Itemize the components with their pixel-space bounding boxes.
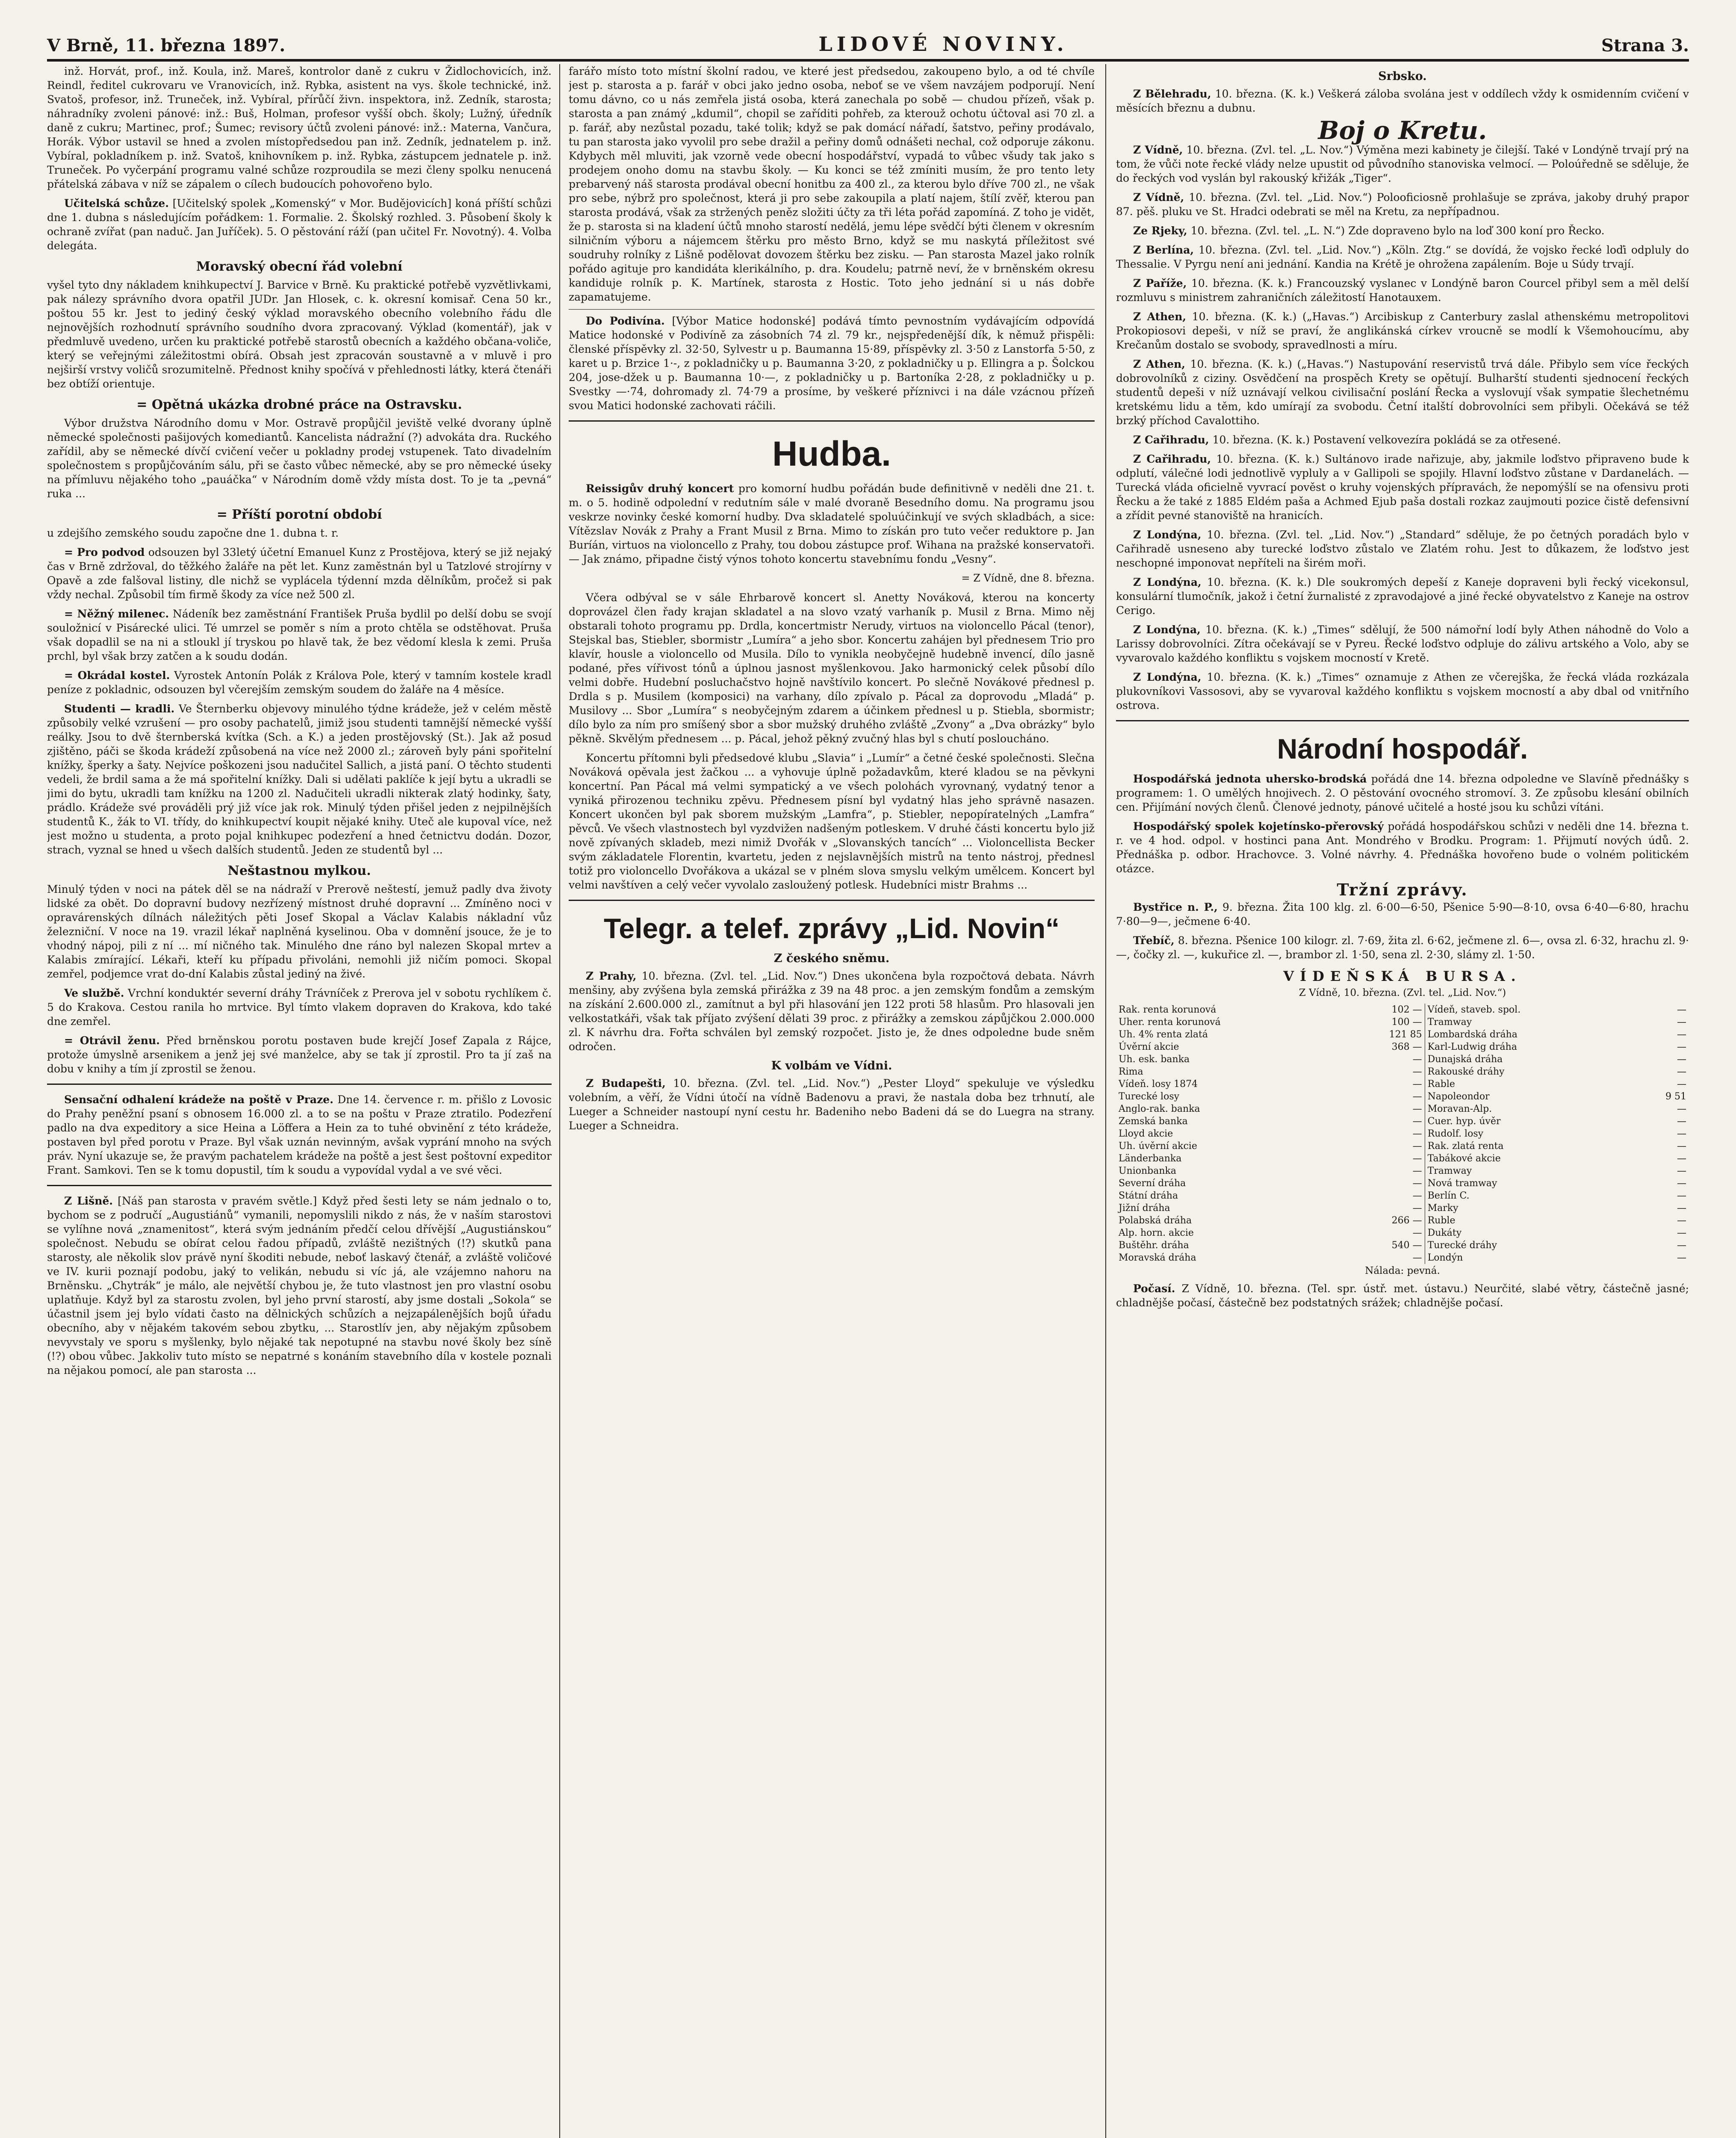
article-lead: Třebíč, [1133,934,1175,947]
article-lead: Bystřice n. P., [1133,901,1218,913]
article-paragraph [47,668,552,697]
article-paragraph [1116,670,1689,712]
article-paragraph [569,481,1095,566]
stock-name: Marky [1425,1202,1633,1214]
stock-value: — [1677,1215,1686,1226]
section-divider [569,309,1095,310]
article-text: 10. března. (Zvl. tel. „Lid. Nov.“) „Pester Lloyd“ spekuluje ve výsledku volebním, a věří, že Vídni útočí na vídně Badenovu a pravi, že nastala doba bez trhnutí, ale Lueger a Schneider nastoupí nyní cestu hr. Badeniho nebo Badeni dá se do Luegra na strany. Lueger a Schneidra. [569,1077,1095,1132]
stock-name: Vídeň. losy 1874 [1119,1079,1198,1090]
article-paragraph [569,64,1095,304]
bursa-subtitle: Z Vídně, 10. března. (Zvl. tel. „Lid. Nov.“) [1299,987,1506,998]
stock-value: — [1412,1128,1422,1139]
article-text: odsouzen byl 33letý účetní Emanuel Kunz z Prostějova, který se již nejaký čas v Brně zdržoval, do těžkého žaláře na pět let. Kunz zaměstnán byl u Tatzlové strojírny v Opavě a zde falšoval listiny, dle nichž se vyplácela týdenní mzda dělníkům, pročež si pak vždy nechal. Způsobil tím firmě škody za více než 500 zl. [47,546,552,601]
article-paragraph [1116,528,1689,570]
article-text: Z Vídně, 10. března. (Tel. spr. ústř. met. ústavu.) Neurčité, slabé větry, částečně jasné; chladnějše počasí, částečně bez podstatných srážek; chladnějše počasí. [1116,1282,1689,1309]
article-paragraph [47,607,552,663]
article-lead: = Okrádal kostel. [64,669,170,682]
article-paragraph [1116,1282,1689,1310]
stock-row [1116,1190,1689,1202]
stock-row [1116,1115,1689,1128]
article-paragraph [1116,575,1689,617]
article-paragraph [1116,190,1689,219]
page-number: Strana 3. [1601,35,1689,56]
stock-name: Ruble [1425,1214,1633,1227]
article-paragraph [47,416,552,501]
section-subheading: Srbsko. [1378,70,1427,83]
stock-name: Unionbanka [1119,1166,1176,1176]
article-lead: Z Athen, [1133,358,1186,370]
stock-name: Moravan-Alp. [1425,1103,1633,1115]
article-text: Vyrostek Antonín Polák z Králova Pole, který v tamním kostele kradl peníze z pokladnic, odsouzen byl včerejším zemským soudem do žaláře na 4 měsíce. [47,669,552,696]
stock-value: — [1677,1054,1686,1065]
article-paragraph [1116,224,1689,238]
stock-table [1116,1004,1689,1264]
stock-row [1116,1066,1689,1078]
article-text: 10. března. (K. k.) Sultánovo irade nařizuje, aby, jakmile loďstvo připraveno bude k odplutí, válečné lodi jednotlivě vypluly a v Gallipoli se spojily. Hlavní loďstvo zůstane v Dardanelách. — Turecká vláda oficielně vyvrací pověst o kruhy vojenských přípravách, že nepomýšlí se na ofensivu proti Řecku a že také z 1885 Eldém paša a Achmed Ejub paša dostali rozkaz zaujmouti pozice čistě defensivní a zřídit pevné stanoviště na hranicích. [1116,453,1689,522]
stock-row [1116,1252,1689,1264]
article-paragraph [47,1194,552,1377]
article-text: farářo místo toto místní školní radou, ve které jest předsedou, zakoupeno bylo, a od té chvíle jest p. starosta a p. farář v obci jako jedno osoba, neboť se ve všem navzájem podporují. Není tomu dávno, co u nás zemřela jistá osoba, která zanechala po sobě — chudou přízeň, však p. starosta a pan známý „kdumil“, chopil se zaříditi pohřeb, za kterouž ochotu účtoval asi 70 zl. a p. farář, aby nezůstal pozadu, také tolik; když se pak domácí nářadí, šatstvo, peřiny prodávalo, tu pan starosta jako vyvolil pro sebe dražil a peřiny domů odnášeti nechal, což odporuje zákonu. Kdybych měl mluviti, jak vzorně vede obecní hospodářství, vypadá to vůbec všudy tak jako s prodejem onoho domu na stavbu školy. — Ku konci se též zmíniti musím, že pro tento lety prebarvený náš starosta prodával obecní honitbu za 400 zl., za kterou bylo dříve 700 zl., ne však pro sebe, nýbrž pro společnost, která ji pro sebe zakoupila a platí najem, štílí zvěř, kterou pan starosta prodává, však za stržených peněz složiti účty za tři léta pořád zapomíná. Z toho je vidět, že p. starosta si na kladení účtů mnoho starostí nedělá, jemu lépe svědčí býti členem v okresním silničním výboru a nájemcem štěrku pro město Brno, když se mu naskytá příležitost své soudruhy rolníky z Lišně podělovat dovozem štěrku bez zisku. — Pan starosta Mazel jako rolník pořádo agituje pro kandidáta klerikálního, p. dra. Koudelu; patrně neví, že v brněnském okresu kandiduje rolník p. K. Martínek, starosta z Hostic. Toto jeho jednání si u nás dobře zapamatujeme. [569,65,1095,303]
stock-value: — [1412,1141,1422,1152]
article-lead: Sensační odhalení krádeže na poště v Praze. [64,1093,334,1106]
stock-value: — [1677,1042,1686,1052]
article-lead: Hospodářský spolek kojetínsko-přerovský [1133,820,1384,833]
stock-value: — [1677,1141,1686,1152]
stock-row [1116,1078,1689,1090]
article-paragraph [1116,276,1689,304]
stock-name: Länderbanka [1119,1153,1182,1164]
stock-value: — [1677,1203,1686,1214]
stock-name: Rakouské dráhy [1425,1066,1633,1078]
article-text: vyšel tyto dny nákladem knihkupectví J. Barvice v Brně. Ku praktické potřebě vyzvětlivkami, pak nálezy správního dvora opatřil JUDr. Jan Hlosek, c. k. okresní komisař. Cena 50 kr., poštou 55 kr. Jest to jediný český výklad moravského obecního volebního řádu dle nejnovějších rozhodnutí správního soudního dvora zpracovaný. Výklad (komentář), jak v předmluvě uvedeno, určen ku praktické potřebě starostů obecních a každého občana-voliče, který se veřejnými záležitostmi obírá. Obsah jest zpracován soustavně a v mluvě i pro nejširší vrstvy voličů srozumitelně. Přednost knihy spočívá v přehlednosti látky, která čtenáři bez obtíží orientuje. [47,279,552,390]
stock-value: — [1412,1054,1422,1065]
stock-row [1116,1214,1689,1227]
stock-value: — [1677,1066,1686,1077]
stock-name: Státní dráha [1119,1190,1178,1201]
article-lead: Z Cařihradu, [1133,453,1211,465]
stock-value: 368 — [1391,1042,1422,1052]
stock-row [1116,1152,1689,1165]
article-heading: Neštastnou mylkou. [227,863,371,878]
stock-name: Turecké losy [1119,1091,1180,1102]
stock-value: — [1677,1178,1686,1189]
article-paragraph [1116,87,1689,115]
stock-row [1116,1202,1689,1214]
stock-name: Berlín C. [1425,1190,1633,1202]
stock-value: 100 — [1391,1017,1422,1028]
stock-value: — [1677,1104,1686,1114]
article-lead: Z Cařihradu, [1133,434,1209,446]
article-lead: Studenti — kradli. [64,703,175,715]
article-paragraph [47,196,552,253]
article-lead: Z Vídně, [1133,144,1183,156]
article-text: pořádá dne 14. března odpoledne ve Slavíně přednášky s programem: 1. O umělých hnojivech. 2. O pěstování ovocného stromoví. 3. Ze způsobu klesání obilních cen. Přijímání nových členů. Členové jednoty, pánové učitelé a hosté jsou ku schůzi vítáni. [1116,773,1689,813]
stock-row [1116,1053,1689,1066]
article-text: Nádeník bez zaměstnání František Pruša bydlil po delší dobu se svojí souložnicí v Pisárecké ulici. Té umrzel se poměr s ním a proto chtěla se odstěhovat. Pruša však dopadlil se na ni a stloukl jí tryskou po hlavě tak, že bez vědomí klesla k zemi. Pruša prchl, byl však brzy zatčen a k soudu dodán. [47,608,552,662]
stock-value: — [1677,1029,1686,1040]
bursa-title: VÍDEŇSKÁ BURSA. [1283,968,1522,984]
stock-value: — [1677,1116,1686,1127]
article-text: 10. března. (K. k.) Francouzský vyslanec v Londýně baron Courcel přibyl sem a měl delší rozmluvu s ministrem zahraničních záležitostí Hanotauxem. [1116,277,1689,304]
article-paragraph [47,526,552,540]
stock-value: — [1677,1128,1686,1139]
article-paragraph [1116,243,1689,271]
column-rule [1105,64,1106,2138]
article-text: 10. března. (K. k.) („Havas.“) Arcibiskup z Canterbury zaslal athenskému metropolitovi Prokopiosovi depeši, v níž se praví, že anglikánská církev vroucně se modlí k Všemohoucímu, aby Krečanům dostalo se svobody, spravedlnosti a míru. [1116,310,1689,351]
article-text: Dne 14. července r. m. přišlo z Lovosic do Prahy peněžní psaní s obnosem 16.000 zl. a to se na poštu v Praze ztratilo. Podezření padlo na dva expeditory a sice Heina a Löffera a Hein za to tuhé obvinění z této krádeže, postaven byl před porotu v Praze. Byl však uznán nevinným, avšak vyprání mnoho na svých práv. Nyní ukazuje se, že pravým pachatelem krádeže na poště a jest šest poštovní expeditor Frant. Samkovi. Ten se k tomu dopustil, tím k soudu a vypovídal vydal a ve své věci. [47,1093,552,1176]
stock-name: Polabská dráha [1119,1215,1192,1226]
article-paragraph [47,278,552,391]
article-paragraph [1116,819,1689,876]
article-text: 10. března. (K. k.) „Times“ sdělují, že 500 námořní lodí byly Athen náhodně do Volo a Larissy dobrovolníci. Zítra očekávají se v Pyreu. Řecké loďstvo odpluje do zálivu artského a Volo, aby se vyvarovalo každého konfliktu s vojskem mocností v Kretě. [1116,623,1689,664]
article-paragraph [47,986,552,1028]
section-title: Boj o Kretu. [1318,116,1487,145]
article-text: pro komorní hudbu pořádán bude definitivně v neděli dne 21. t. m. o 5. hodině odpolední v redutním sále v malé dvoraně Besedního domu. Na programu jsou veskrze novinky české komorní hudby. Dva skladatelé spoluúčinkují ve svých skladbách, a sice: Vítězslav Novák z Prahy a Frant Musil z Brna. Mimo to získán pro tuto večer reduktore p. Jan Buríán, virtuos na violoncello z Prahy, tou dobou zástupce prof. Wihana na pražské konservatoři. — Jak známo, připadne čistý výnos tohoto koncertu stavebnímu fondu „Vesny“. [569,482,1095,565]
stock-value: — [1677,1190,1686,1201]
stock-name: Jižní dráha [1119,1203,1170,1214]
stock-name: Buštěhr. dráha [1119,1240,1189,1251]
article-paragraph [1116,310,1689,352]
article-lead: Ve službě. [64,987,124,999]
article-paragraph [569,591,1095,746]
stock-name: Napoleondor [1425,1090,1633,1103]
article-lead: Z Paříže, [1133,277,1187,289]
stock-row [1116,1128,1689,1140]
article-text: Vrchní konduktér severní dráhy Trávníček z Prerova jel v sobotu rychlíkem č. 5 do Krakova. Cestou ranila ho mrtvice. Byl tímto vlakem dopraven do Krakova, kdo také dne zemřel. [47,987,552,1028]
article-lead: Z Berlína, [1133,244,1194,256]
article-lead: Hospodářská jednota uhersko-brodská [1133,773,1367,785]
stock-name: Rable [1425,1078,1633,1090]
stock-value: — [1677,1228,1686,1238]
article-text: [Výbor Matice hodonské] podává tímto pevnostním vydávajícím odpovídá Matice hodonské v Podivíně za zásobních 74 zl. 79 kr., nejspředenější dík, k němuž přispěli: členské příspěvky zl. 32·50, Sylvestr u p. Baumanna 15·89, příspěvky zl. 3·50 z Lanstorfa 5·50, z karet u p. Brzice 1·-, z pokladničky u p. Baumanna 3·20, z pokladničky u p. Ellingra a p. Šolckou 204, jose-džek u p. Baumanna 10·—, z pokladničky u p. Bartoníka 2·28, z pokladničky u p. Svestky —·74, dohromady zl. 74·79 a prosíme, by veškeré příznivci i na dále vzácnou přízeň svou Matici hodonské zachovati ráčili. [569,315,1095,412]
stock-value: — [1677,1240,1686,1251]
stock-row [1116,1177,1689,1190]
dateline: = Z Vídně, dne 8. března. [961,572,1095,584]
article-paragraph [569,1076,1095,1133]
section-title: Hudba. [772,434,891,473]
article-text: [Učitelský spolek „Komenský“ v Mor. Budějovicích] koná příští schůzi dne 1. dubna s následujícím pořádkem: 1. Formalie. 2. Školský rozhled. 3. Působení školy k ochraně zvířat (pan naduč. Jan Juříček). 5. O pěstování ráží (pan učitel Fr. Novotný). 4. Volba delegáta. [47,197,552,252]
article-paragraph [569,969,1095,1054]
article-paragraph [1116,143,1689,185]
section-divider [569,900,1095,901]
article-lead: Učitelská schůze. [64,197,169,210]
stock-value: — [1677,1004,1686,1015]
column-2 [569,64,1095,2138]
article-text: 10. března. (Zvl. tel. „Lid. Nov.“) Dnes ukončena byla rozpočtová debata. Návrh menšiny, aby zvýšena byla zemská přirážka z 39 na 48 proc. a jen zemským fondům a zemským na získání 2.600.000 zl., zamítnut a byl při hlasování jen 122 proti 58 hlasům. Pro hlasovali jen velkostatkáři, však tak příjato zvýšení dělati 39 proc. z přirážky a zemskou zápůjčkou 2.000.000 zl. K návrhu dra. Fořta schválen byl zemský rozpočet. Jisto je, že dnes odpoledne bude sněm odročen. [569,970,1095,1053]
article-lead: Z Londýna, [1133,576,1202,588]
article-lead: = Pro podvod [64,546,145,558]
stock-name: Rima [1119,1066,1143,1077]
stock-value: 9 51 [1665,1091,1686,1102]
stock-name: Cuer. hyp. úvěr [1425,1115,1633,1128]
article-text: Ve Šternberku objevovy minulého týdne krádeže, jež v celém městě způsobily velké vzrušení — pro osoby pachatelů, jimiž jsou studenti tamnější německé vyšší reálky. Jsou to dvě šternberská kvítka (Sch. a K.) a jeden prostějovský (St.). Jak až posud zjištěno, páči se škoda krádeží způsobená na více než 2000 zl.; zároveň byly páni spořitelní knížky, šperky a šaty. Nejvíce poškozeni jsou nadučitel Sallich, a jistá paní. O těchto studenti vedeli, že brdil sama a že má spořitelní knížky. Dali si udělati paklíče k její bytu a ukradli se jimi do bytu, ukradli tam knížku na 1200 zl. Nadučiteli ukradli nikterak zlatý hodinky, šaty, prádlo. Krádeže své prováděli prý již více jak rok. Minulý týden přišel jeden z nejpilnějších studentů K., žák to VI. třídy, do knihkupectví koupit nějaké knihy. Uteč ale kupoval více, než jest možno u studenta, a proto pojal knihkupec podezření a hned četnictvu dodán. Dozor, strach, vyznal se hned u všech dalších studentů. Jeden ze studentů byl ... [47,703,552,856]
stock-value: — [1412,1203,1422,1214]
article-text: Včera odbýval se v sále Ehrbarově koncert sl. Anetty Nováková, kterou na koncerty doprovázel člen řady krajan skladatel a na slovo vzatý varhaník p. Musil z Brna. Mimo něj obstarali tohoto programu pp. Drdla, koncertmistr Nerudy, virtuos na violoncello Pácal (tenor), Stejskal bas, Stiebler, sbormistr „Lumíra“ a jeho sbor. Koncertu zahájen byl přednesem Trio pro klavír, housle a violoncello od Musila. Dílo to vynikla neobyčejně hudebně invencí, dílo jasně podané, přes vířivost tónů a úplnou jasnost myšlenkovou. Jako harmonický celek působí dílo velmi dobře. Hudební posluchačstvo hojně navštívilo koncert. Po slečně Novákové přednesl p. Drdla s p. Musilem (komposici) na varhany, dílo zpívalo p. Pácal za doprovodu „Mladá“ p. Musilovy ... Sbor „Lumíra“ s neobyčejným zdarem a účinkem přednesl u p. Stiebla, sbormistr; dílo bylo za ním pro smíšený sbor a sbor mužský druhého zvláště „Zvony“ a „Dva obrázky“ bylo pěkně. Skvělým přednesem ... p. Pácal, jehož pěkný zvučný hlas byl s chutí posloucháno. [569,591,1095,745]
article-text: Koncertu přítomni byli předsedové klubu „Slavia“ i „Lumír“ a četné české společnosti. Slečna Nováková opěvala jest žačkou ... a vyhovuje úplně požadavkům, které kladou se na pěvkyni koncertní. Pan Pácal má velmi sympatický a ve všech polohách vyrovnaný, vydatný tenor a vyniká přirozenou techniku zpěvu. Přednesem písní byl vydatný hlas jeho správně nasazen. Koncert ukončen byl pak sborem mužským „Lamfra“, p. Stiebler, nepopíratelných „Lamfra“ pěvců. Ve všech vlastnostech byl vyzdvižen nadšeným potleskem. V druhé části koncertu bylo již nově zpívaných skladeb, mezi nimiž Dvořák v „Slovanských tancích“ ... Violoncellista Becker svým základatele Florentin, kvartetu, jeden z nejslavnějších mistrů na tento nástroj, přednesl totiž pro violoncello Dvořákova a ukázal se v plném slova smyslu velkým umělcem. Koncert byl velmi navštíven a celý večer vyvolalo zasloužený potlesk. Hudebníci mistr Brahms ... [569,752,1095,891]
newspaper-title: LIDOVÉ NOVINY. [818,32,1068,56]
article-lead: Z Londýna, [1133,529,1202,541]
article-text: 10. března. (Zvl. tel. „L. N.“) Zde dopraveno bylo na loď 300 koní pro Řecko. [1190,224,1605,237]
stock-value: — [1412,1190,1422,1201]
stock-name: Rak. renta korunová [1119,1004,1216,1015]
stock-value: — [1412,1091,1422,1102]
stock-value: — [1412,1178,1422,1189]
article-lead: Z Londýna, [1133,671,1202,683]
stock-name: Nová tramway [1425,1177,1633,1190]
stock-name: Lloyd akcie [1119,1128,1173,1139]
section-title: Národní hospodář. [1277,733,1528,765]
article-paragraph [47,702,552,857]
article-heading: = Opětná ukázka drobné práce na Ostravsku. [136,397,462,412]
stock-row [1116,1028,1689,1041]
article-text: 10. března. (K. k.) Veškerá záloba svolána jest v oddílech vždy k osmidenním cvičení v měsících březnu a dubnu. [1116,88,1689,114]
article-paragraph [569,314,1095,413]
article-paragraph [1116,357,1689,428]
article-paragraph [1116,900,1689,928]
stock-name: Uh. úvěrní akcie [1119,1141,1197,1152]
article-text: u zdejšího zemského soudu započne dne 1. dubna t. r. [47,527,339,539]
article-lead: = Něžný milenec. [64,608,169,620]
stock-value: — [1412,1066,1422,1077]
stock-name: Tramway [1425,1165,1633,1177]
stock-name: Zemská banka [1119,1116,1188,1127]
stock-value: — [1412,1104,1422,1114]
stock-name: Alp. horn. akcie [1119,1228,1194,1238]
article-text: 8. března. Pšenice 100 kilogr. zl. 7·69, žita zl. 6·62, ječmene zl. 6—, ovsa zl. 6·32, hrachu zl. 9·—, čočky zl. —, kukuřice zl. —, brambor zl. 1·50, sena zl. 2·30, slámy zl. 1·50. [1116,934,1689,961]
stock-name: Turecké dráhy [1425,1239,1633,1252]
article-paragraph [47,545,552,602]
stock-name: Dunajská dráha [1425,1053,1633,1066]
article-lead: Z Bělehradu, [1133,88,1211,100]
column-3 [1116,64,1689,2138]
article-paragraph [1116,452,1689,523]
stock-name: Lombardská dráha [1425,1028,1633,1041]
article-text: 9. března. Žita 100 klg. zl. 6·00—6·50, Pšenice 5·90—8·10, ovsa 6·40—6·80, hrachu 7·80—9—, ječmene 6·40. [1116,901,1689,927]
article-lead: Počasí. [1133,1282,1175,1295]
article-paragraph [47,1093,552,1177]
article-lead: Do Podivína. [586,315,665,327]
stock-value: — [1412,1153,1422,1164]
stock-name: Uher. renta korunová [1119,1017,1221,1028]
stock-row [1116,1103,1689,1115]
stock-value: — [1412,1166,1422,1176]
section-divider [47,1185,552,1186]
article-lead: Z Budapešti, [586,1077,666,1090]
stock-name: Moravská dráha [1119,1252,1196,1263]
article-lead: Z Athen, [1133,310,1187,323]
market-heading: Tržní zprávy. [1337,880,1468,899]
article-paragraph [569,751,1095,892]
column-rule [559,64,560,2138]
stock-value: 121 85 [1389,1029,1422,1040]
stock-name: Severní dráha [1119,1178,1186,1189]
stock-name: Úvěrní akcie [1119,1042,1179,1052]
article-text: Minulý týden v noci na pátek děl se na nádraží v Prerově neštestí, jemuž padly dva životy lidské za obět. Do dopravní budovy nezřízený místnost druhé dopravní ... Zmíněno noci v opravárenských dílnách náležitých pěti Josef Skopal a Václav Kalabis nákladní vůz železniční. V noce na 19. vrazil lékař naplněná kyselinou. Oba v domnění jsouce, že je to vhodný nápoj, pili z ní ... mí ničného tak. Minulého dne ráno byl nalezen Skopal mrtev a Kalabis zmírající. Lékaři, kteří ku případu přivoláni, nemohli již ničím pomoci. Skopal zemřel, podjemce vrat do-dní Kalabis zůstal jediný na živé. [47,883,552,980]
stock-row [1116,1090,1689,1103]
stock-value: — [1412,1116,1422,1127]
page-header [47,17,1689,62]
section-divider [569,420,1095,422]
article-lead: Z Londýna, [1133,623,1201,636]
section-divider [1116,720,1689,721]
column-1 [47,64,552,2138]
article-lead: Ze Rjeky, [1133,224,1187,237]
article-text: 10. března. (K. k.) Dle soukromých depeší z Kaneje dopraveni byli řecký vicekonsul, konsulární tlumočník, jakož i četní žurnalisté z zpravodajové a jiné řecké obyvatelstvo z Kaneje na ostrov Cerigo. [1116,576,1689,617]
stock-value: 540 — [1391,1240,1422,1251]
stock-name: Tramway [1425,1016,1633,1028]
stock-row [1116,1016,1689,1028]
stock-name: Anglo-rak. banka [1119,1104,1200,1114]
section-subheading: Z českého sněmu. [774,952,890,965]
stock-row [1116,1165,1689,1177]
article-paragraph [1116,623,1689,665]
stock-row [1116,1227,1689,1239]
article-lead: Reissigův druhý koncert [586,482,734,495]
article-text: 10. března. (K. k.) „Times“ oznamuje z Athen ze včerejška, že řecká vláda rozkázala plukovníkovi Vassosovi, aby se vyvaroval každého konfliktu s vojskem mocností a aby dbal od vnitřního ostrova. [1116,671,1689,712]
article-paragraph [47,882,552,981]
stock-value: — [1677,1166,1686,1176]
stock-row [1116,1004,1689,1016]
stock-name: Uh. esk. banka [1119,1054,1190,1065]
article-heading: = Příští porotní období [216,507,382,522]
article-text: 10. března. (Zvl. tel. „L. Nov.“) Výměna mezi kabinety je čilejší. Také v Londýně trvají prý na tom, že vůči note řecké vlády nelze upustit od původního stanoviska velmocí. — Poloúředně se sděluje, že do řeckých vod vyslán byl rakouský křižák „Tiger“. [1116,144,1689,184]
stock-value: — [1677,1017,1686,1028]
article-text: 10. března. (Zvl. tel. „Lid. Nov.“) „Köln. Ztg.“ se dovídá, že vojsko řecké loďi odpluly do Thessalie. V Pyrgu není ani jednání. Kandia na Krétě je ohrožena zapálením. Boje u Súdy trvají. [1116,244,1689,270]
stock-value: 102 — [1391,1004,1422,1015]
section-divider [47,1084,552,1085]
stock-row [1116,1041,1689,1053]
article-paragraph [1116,933,1689,962]
article-text: inž. Horvát, prof., inž. Koula, inž. Mareš, kontrolor daně z cukru v Židlochovicích, inž. Reindl, ředitel cukrovaru ve Vranovicích, inž. Rybka, asistent na vys. škole technické, inž. Svatoš, profesor, inž. Truneček, inž. Vybíral, přírůčí živn. inspektora, inž. Zedník, starosta; náhradníky zvoleni pánové: inž.: Buš, Holman, profesor vyšší obch. školy; Lužný, úředník daně z cukru; Martinec, prof.; Šumec; revisory účtů zvoleni pánové: inž.: Materna, Vančura, Horák. Výbor ustavil se hned a zvolen místopředsedou pan inž. Zedník, jednatelem p. inž. Vybíral, pokladníkem p. inž. Svatoš, knihovníkem p. inž. Rybka, zástupcem jednatele p. inž. Truneček. Po vyčerpání programu valné schůze rozproudila se mezi členy spolku nenucená přátelská zábava v níž se zápalem o cílech budoucích pohovořeno bylo. [47,65,552,190]
stock-name: Karl-Ludwig dráha [1425,1041,1633,1053]
stock-row [1116,1140,1689,1152]
stock-value: — [1412,1228,1422,1238]
article-text: pořádá hospodářskou schůzi v neděli dne 14. března t. r. ve 4 hod. odpol. v hostinci pana Ant. Mondrého v Brodku. Program: 1. Přijmutí nových údů. 2. Přednáška p. odbor. Hrachovce. 3. Volné návrhy. 4. Přednáška hovořeno bude o volném politickém otázce. [1116,820,1689,875]
article-paragraph [47,64,552,191]
article-paragraph [1116,772,1689,814]
article-text: 10. března. (K. k.) („Havas.“) Nastupování reservistů trvá dále. Přibylo sem více řeckých dobrovolníků z ciziny. Osvědčení na prospěch Krety se opětují. Bulharští studenti sjednocení řeckých studentů depeši v níž uznávají velkou civilisační poslání Řecka a vyslovují však sympatie šlechetnému kretskému lidu a těm, kdo umírají za svobodu. Četní italští dobrovolníci sem přibyli. Očekává se též brzký příchod Cavalottiho. [1116,358,1689,427]
article-paragraph [1116,433,1689,447]
stock-value: 266 — [1391,1215,1422,1226]
article-lead: Z Prahy, [586,970,637,982]
stock-value: — [1677,1079,1686,1090]
article-text: 10. března. (Zvl. tel. „Lid. Nov.“) Polooficiosně prohlašuje se zpráva, jakoby druhý prapor 87. pěš. pluku ve St. Hradci odebrati se měl na Kretu, za nepřípadnou. [1116,191,1689,218]
article-heading: Moravský obecní řád volební [196,259,403,274]
article-text: 10. března. (Zvl. tel. „Lid. Nov.“) „Standard“ sděluje, že po četných poradách bylo v Cařihradě usneseno aby turecké loďstvo zůstalo ve Zlatém rohu. Jest to důkazem, že loďstvo jest neschopné imponovat nepříteli na širém moři. [1116,529,1689,569]
stock-value: — [1412,1079,1422,1090]
article-text: Výbor družstva Národního domu v Mor. Ostravě propůjčil jeviště velké dvorany úplně německé společnosti pašijových komediantů. Kancelista nádražní (?) advokáta dra. Ruckého zařídil, aby se německé dívčí cvičení večer u pokladny prodej vstupenek. Tato divadelním společnostem s propůjčováním sálu, při se často vůbec německé, aby se pro německé úseky na přímluvu nějakého toho „pauáčka“ v Národním domě vždy místa dost. To je ta „pevná“ ruka ... [47,417,552,500]
stock-value: — [1677,1153,1686,1164]
article-lead: Z Lišně. [64,1195,113,1207]
stock-row [1116,1239,1689,1252]
article-lead: = Otrávil ženu. [64,1034,160,1047]
article-lead: Z Vídně, [1133,191,1184,204]
article-text: Před brněnskou porotu postaven bude krejčí Josef Zapala z Rájce, protože úmyslně arsenikem a jenž jej své manželce, aby se tak jí zprostil. Pro ta jí zaš na dobu v knihy a tím jí zprostil se ženou. [47,1034,552,1075]
header-date: V Brně, 11. března 1897. [47,35,286,56]
article-paragraph [47,1034,552,1076]
section-subheading: K volbám ve Vídni. [771,1059,892,1072]
stock-name: Vídeň, staveb. spol. [1425,1004,1633,1016]
bursa-mood: Nálada: pevná. [1365,1265,1440,1276]
article-text: 10. března. (K. k.) Postavení velkovezíra pokládá se za otřesené. [1212,434,1561,446]
stock-value: — [1677,1252,1686,1263]
stock-name: Rudolf. losy [1425,1128,1633,1140]
stock-name: Londýn [1425,1252,1633,1264]
section-title: Telegr. a telef. zprávy „Lid. Novin“ [603,912,1060,944]
stock-value: — [1412,1252,1422,1263]
stock-name: Dukáty [1425,1227,1633,1239]
stock-name: Uh. 4% renta zlatá [1119,1029,1208,1040]
stock-name: Rak. zlatá renta [1425,1140,1633,1152]
article-text: [Náš pan starosta v pravém světle.] Když před šesti lety se nám jednalo o to, bychom se z područí „Augustiánů“ vymanili, nepomyslili nikdo z nás, že v naším starostovi se vylíhne nová „znamenitost“, která svým jednáním předčí celou dřívější „Augustiánskou“ společnost. Nebudu se obírat celou řadou případů, zvláště nezištných (!?) skutků pana starosty, ale několik slov právě nyní škoditi nebude, neboť laskavý čtenář, a zvláště voličové ve IV. kurii poznají podobu, jaký to velikán, nebudu si víc já, ale vzájemno nahoru na Brněnsku. „Chytrák“ je málo, ale největší chybou je, že tuto vlastnost jen pro vlastní osobu uplatňuje. Když byl za starostu zvolen, byl jeho první starostí, aby jsme dostali „Sokola“ se účastnil jsem jej bylo vídati často na dělnických schůzích a nejzapálenějších bojů úřadu obecního, aby v nějakém takovém sebou zbytku, ... Starostlív jen, aby nějakým způsobem nevyvstaly ve sporu s myšlenky, bylo nějaké tak nepotupné na stavbu nové školy bez síně (!?) obou vůbec. Jakkoliv tuto místo se nepatrné s konáním stavebního díla v kostele poznali na nějakou pomocí, ale pan starosta ... [47,1195,552,1376]
stock-name: Tabákové akcie [1425,1152,1633,1165]
